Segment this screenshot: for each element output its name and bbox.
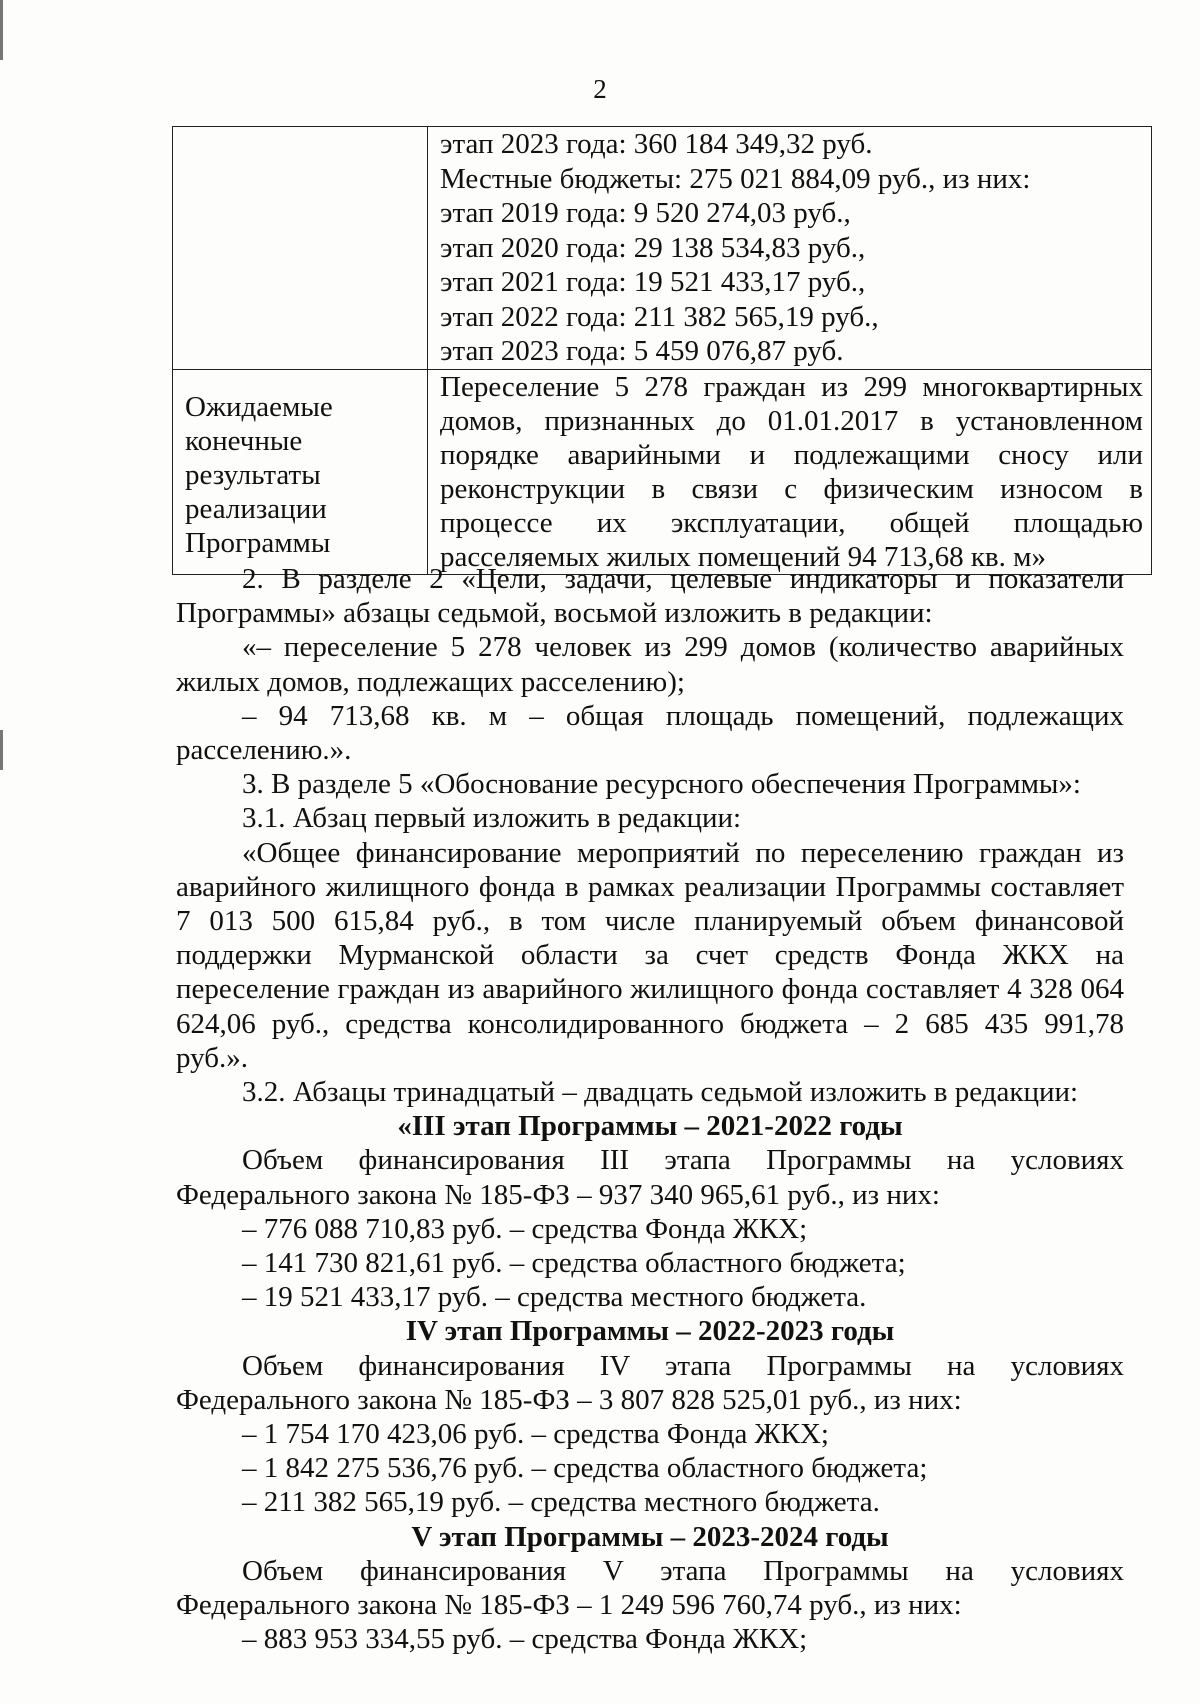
funding-line: этап 2020 года: 29 138 534,83 руб.,	[440, 231, 866, 264]
funding-line: Местные бюджеты: 275 021 884,09 руб., из них:	[440, 162, 1031, 195]
paragraph: 2. В разделе 2 «Цели, задачи, целевые индикаторы и показатели Программы» абзацы седьмой, восьмой изложить в редакции:	[176, 563, 1124, 630]
results-label-line: результаты	[185, 458, 321, 491]
funding-line: этап 2019 года: 9 520 274,03 руб.,	[440, 197, 851, 229]
funding-line: этап 2021 года: 19 521 433,17 руб.,	[440, 266, 866, 298]
funding-line: этап 2023 года: 360 184 349,32 руб.	[440, 128, 873, 160]
list-item: – 776 088 710,83 руб. – средства Фонда ЖКХ;	[242, 1212, 808, 1245]
stage-heading: «III этап Программы – 2021-2022 годы	[397, 1110, 903, 1143]
scan-edge-mark	[0, 730, 3, 770]
list-item: – 1 754 170 423,06 руб. – средства Фонда ЖКХ;	[242, 1418, 829, 1451]
funding-details-cell	[428, 127, 1152, 370]
results-text-cell	[428, 369, 1152, 574]
scan-edge-mark	[0, 0, 3, 60]
program-passport-table	[172, 126, 1152, 575]
results-label-line: Программы	[185, 526, 331, 559]
list-item: – 211 382 565,19 руб. – средства местного бюджета.	[242, 1486, 880, 1519]
funding-line: этап 2022 года: 211 382 565,19 руб.,	[440, 300, 879, 333]
funding-line: этап 2023 года: 5 459 076,87 руб.	[440, 335, 844, 367]
paragraph: – 94 713,68 кв. м – общая площадь помещений, подлежащих расселению.».	[176, 699, 1124, 767]
paragraph: Объем финансирования V этапа Программы на условиях Федерального закона № 185-ФЗ – 1 249 596 760,74 руб., из них:	[176, 1554, 1124, 1622]
stage-heading: IV этап Программы – 2022-2023 годы	[405, 1315, 895, 1348]
paragraph: Объем финансирования IV этапа Программы на условиях Федерального закона № 185-ФЗ – 3 807 828 525,01 руб., из них:	[176, 1349, 1124, 1416]
results-label-cell	[173, 369, 428, 574]
stage-heading: V этап Программы – 2023-2024 годы	[411, 1520, 889, 1553]
document-body	[176, 562, 1124, 1657]
paragraph: 3. В разделе 5 «Обоснование ресурсного обеспечения Программы»:	[242, 768, 1081, 801]
list-item: – 141 730 821,61 руб. – средства областного бюджета;	[242, 1247, 906, 1280]
paragraph: 3.1. Абзац первый изложить в редакции:	[242, 802, 742, 835]
table-cell-empty	[173, 127, 428, 370]
list-item: – 883 953 334,55 руб. – средства Фонда ЖКХ;	[242, 1623, 808, 1656]
results-label-line: реализации	[185, 492, 327, 525]
list-item: – 19 521 433,17 руб. – средства местного бюджета.	[242, 1281, 867, 1314]
results-label-line: конечные	[185, 424, 303, 457]
results-text: Переселение 5 278 граждан из 299 многоквартирных домов, признанных до 01.01.2017 в установленном порядке аварийными и подлежащими сносу или реконструкции в связи с физическим износом в процессе их эксплуатации, общей площадью расселяемых жилых помещений 94 713,68 кв. м»	[440, 370, 1143, 573]
results-label-line: Ожидаемые	[185, 390, 333, 423]
paragraph: Объем финансирования III этапа Программы на условиях Федерального закона № 185-ФЗ – 937 340 965,61 руб., из них:	[176, 1144, 1124, 1211]
paragraph: «– переселение 5 278 человек из 299 домов (количество аварийных жилых домов, подлежащих расселению);	[176, 631, 1124, 698]
paragraph: «Общее финансирование мероприятий по переселению граждан из аварийного жилищного фонда в рамках реализации Программы составляет 7 013 500 615,84 руб., в том числе планируемый объем финансовой поддержки Мурманской области за счет средств Фонда ЖКХ на переселение граждан из аварийного жилищного фонда составляет 4 328 064 624,06 руб., средства консолидированного бюджета – 2 685 435 991,78 руб.».	[176, 836, 1124, 1074]
page-number: 2	[593, 74, 607, 104]
table-row	[173, 127, 1152, 370]
list-item: – 1 842 275 536,76 руб. – средства областного бюджета;	[242, 1452, 928, 1485]
table-row	[173, 369, 1152, 574]
paragraph: 3.2. Абзацы тринадцатый – двадцать седьмой изложить в редакции:	[242, 1076, 1079, 1109]
